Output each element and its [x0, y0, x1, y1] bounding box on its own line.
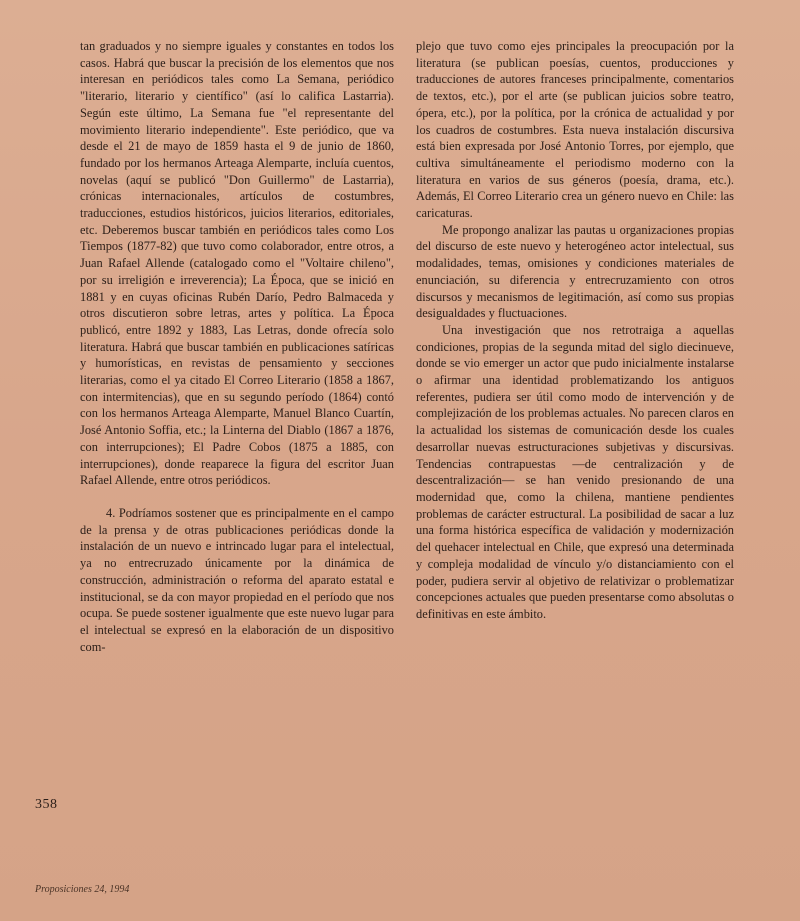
- right-paragraph-3: Una investigación que nos retrotraiga a aquellas condiciones, propias de la segunda mitad del siglo diecinueve, donde se vio emerger un actor que pudo inicialmente instalarse o afirmar una identidad problematizando los antiguos referentes, pudiera ser útil como modo de intervención y de complejización de los problemas actuales. No parecen claros en la actualidad los sistemas de comunicación desde los cuales desarrollar nuevas estructuraciones subjetivas y discursivas. Tendencias contrapuestas —de centralización y de descentralización— se han venido presionando de una modernidad que, como la chilena, mantiene pendientes problemas de carácter estructural. La posibilidad de sacar a luz una forma histórica específica de validación y modernización del quehacer intelectual en Chile, que expresó una determinada y compleja modalidad de vínculo y/o distanciamiento con el poder, pudiera servir al objetivo de relativizar o problematizar concepciones actuales que pueden presentarse como absolutas o definitivas en este ámbito.: [416, 322, 734, 621]
- right-column: [416, 38, 734, 623]
- right-paragraph-1: plejo que tuvo como ejes principales la preocupación por la literatura (se publican poesías, cuentos, producciones y traducciones de autores franceses principalmente, comentarios de textos, etc.), por el arte (se publican juicios sobre teatro, ópera, etc.), por la política, por la crónica de actualidad y por los cuadros de costumbres. Esta nueva instalación discursiva está bien expresada por José Antonio Torres, por ejemplo, que cultiva simultáneamente el periodismo moderno con la literatura en varios de sus géneros (poesía, drama, etc.). Además, El Correo Literario crea un género nuevo en Chile: las caricaturas.: [416, 39, 734, 221]
- page-number: 358: [35, 797, 58, 812]
- right-paragraph-2: Me propongo analizar las pautas u organizaciones propias del discurso de este nuevo y heterogéneo actor intelectual, sus modalidades, temas, omisiones y condiciones materiales de enunciación, su diferencia y entrecruzamiento con otros discursos y mecanismos de legitimación, así como sus propias desigualdades y fluctuaciones.: [416, 222, 734, 321]
- footer-citation: Proposiciones 24, 1994: [35, 884, 130, 895]
- left-paragraph-1: tan graduados y no siempre iguales y constantes en todos los casos. Habrá que buscar la precisión de los elementos que nos interesan en periódicos tales como La Semana, periódico "literario, literario y científico" (así lo califica Lastarria). Según este último, La Semana fue "el representante del movimiento literario independiente". Este periódico, que va desde el 21 de mayo de 1859 hasta el 9 de junio de 1860, fundado por los hermanos Arteaga Alemparte, incluía cuentos, novelas (aquí se publicó "Don Guillermo" de Lastarria), crónicas internacionales, artículos de costumbres, traducciones, estudios históricos, juicios literarios, editoriales, etc. Deberemos buscar también en periódicos tales como Los Tiempos (1877-82) que tuvo como colaborador, entre otros, a Juan Rafael Allende (catalogado como el "Voltaire chileno", por su irreligión e irreverencia); La Época, que se inició en 1881 y en cuyas oficinas Rubén Darío, Pedro Balmaceda y otros discutieron sobre letras, artes y política. La Época publicó, entre 1892 y 1883, Las Letras, donde ofrecía solo literatura. Habrá que buscar también en publicaciones satíricas y humorísticas, en revistas de pensamiento y secciones literarias, como el ya citado El Correo Literario (1858 a 1867, con intermitencias), que en su segundo período (1864) contó con los hermanos Arteaga Alemparte, Manuel Blanco Cuartín, José Antonio Soffia, etc.; la Linterna del Diablo (1867 a 1876, con interrupciones); El Padre Cobos (1875 a 1885, con interrupciones), donde reaparece la figura del escritor Juan Rafael Allende, entre otros periódicos.: [80, 39, 394, 488]
- left-paragraph-2: 4. Podríamos sostener que es principalmente en el campo de la prensa y de otras publicaciones periódicas donde la instalación de un nuevo e intrincado lugar para el intelectual, ya no entrecruzado únicamente por la dinámica de construcción, administración o reforma del aparato estatal e institucional, se da con mayor propiedad en el período que nos ocupa. Se puede sostener igualmente que este nuevo lugar para el intelectual se expresó en la elaboración de un dispositivo com-: [80, 505, 394, 654]
- left-column: [80, 38, 394, 655]
